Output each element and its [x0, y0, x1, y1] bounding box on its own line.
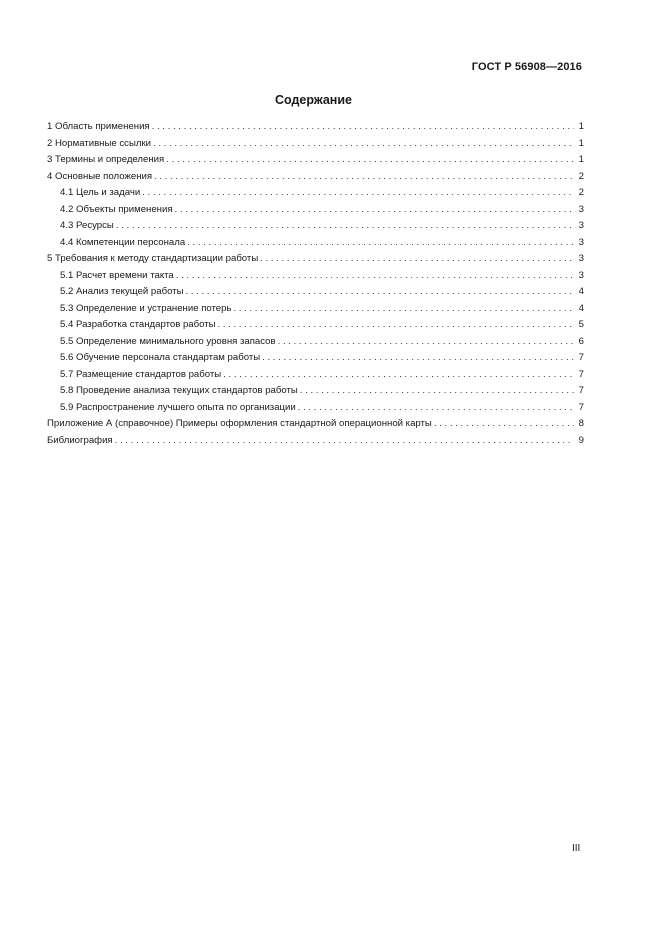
toc-entry-label: 5.7 Размещение стандартов работы — [60, 368, 222, 380]
toc-entry-page: 7 — [578, 352, 584, 363]
toc-entry[interactable] — [47, 169, 584, 186]
toc-entry-page: 2 — [578, 170, 584, 182]
toc-leader-dots — [300, 383, 574, 400]
toc-entry-page: 5 — [578, 319, 584, 330]
toc-entry-label: 1 Область применения — [47, 121, 150, 132]
toc-entry-page: 1 — [578, 154, 584, 165]
toc-leader-dots — [154, 169, 574, 186]
toc-entry-label: 4 Основные положения — [47, 170, 153, 182]
toc-leader-dots — [176, 268, 574, 285]
toc-entry-label: 4.4 Компетенции персонала — [60, 236, 186, 248]
toc-entry-label: 5.3 Определение и устранение потерь — [60, 302, 232, 314]
toc-entry-label: 4.1 Цель и задачи — [60, 187, 141, 198]
toc-entry-label: 5.9 Распространение лучшего опыта по организации — [60, 401, 296, 413]
toc-entry-label: 5.5 Определение минимального уровня запасов — [60, 335, 276, 347]
toc-leader-dots — [262, 350, 574, 367]
toc-entry[interactable] — [47, 400, 584, 417]
toc-leader-dots — [223, 367, 574, 384]
toc-leader-dots — [233, 301, 574, 318]
toc-entry[interactable] — [47, 433, 584, 450]
toc-leader-dots — [153, 136, 574, 153]
toc-entry-page: 1 — [578, 121, 584, 132]
toc-entry-page: 2 — [578, 187, 584, 198]
toc-entry-label: 5.2 Анализ текущей работы — [60, 286, 184, 297]
toc-entry-label: 2 Нормативные ссылки — [47, 137, 152, 149]
toc-entry-page: 3 — [578, 220, 584, 231]
toc-entry[interactable] — [47, 218, 584, 235]
toc-entry-page: 7 — [578, 385, 584, 396]
toc-leader-dots — [175, 202, 574, 219]
toc-entry-page: 3 — [578, 236, 584, 248]
document-code: ГОСТ Р 56908—2016 — [471, 61, 582, 73]
toc-entry-label: 5.1 Расчет времени такта — [60, 269, 174, 281]
toc-entry-page: 3 — [578, 203, 584, 215]
toc-leader-dots — [142, 185, 574, 202]
toc-entry[interactable] — [47, 416, 584, 433]
toc-entry[interactable] — [47, 136, 584, 153]
toc-entry-page: 4 — [578, 302, 584, 314]
toc-entry[interactable] — [47, 268, 584, 285]
toc-entry-label: 5.6 Обучение персонала стандартам работы — [60, 352, 261, 363]
toc-leader-dots — [218, 317, 574, 334]
toc-leader-dots — [260, 251, 574, 268]
toc-entry[interactable] — [47, 284, 584, 301]
toc-entry-label: 4.3 Ресурсы — [60, 220, 114, 231]
toc-entry-label: 4.2 Объекты применения — [60, 203, 173, 215]
toc-leader-dots — [298, 400, 574, 417]
toc-entry[interactable] — [47, 383, 584, 400]
toc-leader-dots — [278, 334, 574, 351]
toc-entry[interactable] — [47, 317, 584, 334]
toc-leader-dots — [186, 284, 574, 301]
toc-entry-page: 4 — [578, 286, 584, 297]
toc-entry[interactable] — [47, 202, 584, 219]
toc-entry[interactable] — [47, 119, 584, 136]
toc-entry-page: 6 — [578, 335, 584, 347]
page-number: III — [572, 843, 581, 854]
toc-entry[interactable] — [47, 185, 584, 202]
toc-leader-dots — [116, 218, 574, 235]
toc-entry-page: 3 — [578, 269, 584, 281]
toc-leader-dots — [187, 235, 574, 252]
table-of-contents — [47, 119, 584, 449]
toc-entry[interactable] — [47, 235, 584, 252]
toc-entry[interactable] — [47, 301, 584, 318]
toc-entry-label: 5.8 Проведение анализа текущих стандартов работы — [60, 385, 298, 396]
toc-entry-page: 8 — [578, 418, 584, 429]
toc-entry[interactable] — [47, 367, 584, 384]
toc-entry-label: 5 Требования к методу стандартизации работы — [47, 253, 259, 264]
toc-leader-dots — [115, 433, 574, 450]
toc-leader-dots — [166, 152, 574, 169]
toc-entry-page: 7 — [578, 401, 584, 413]
toc-entry-label: 5.4 Разработка стандартов работы — [60, 319, 216, 330]
toc-entry[interactable] — [47, 334, 584, 351]
toc-leader-dots — [434, 416, 574, 433]
toc-entry-label: Приложение А (справочное) Примеры оформления стандартной операционной карты — [47, 418, 432, 429]
toc-entry-page: 7 — [578, 368, 584, 380]
toc-entry[interactable] — [47, 350, 584, 367]
toc-leader-dots — [152, 119, 574, 136]
toc-entry-page: 1 — [578, 137, 584, 149]
toc-entry[interactable] — [47, 152, 584, 169]
toc-title: Содержание — [274, 93, 352, 107]
toc-entry-label: 3 Термины и определения — [47, 154, 165, 165]
toc-entry-page: 3 — [578, 253, 584, 264]
toc-entry-label: Библиография — [47, 434, 113, 446]
toc-entry-page: 9 — [578, 434, 584, 446]
toc-entry[interactable] — [47, 251, 584, 268]
